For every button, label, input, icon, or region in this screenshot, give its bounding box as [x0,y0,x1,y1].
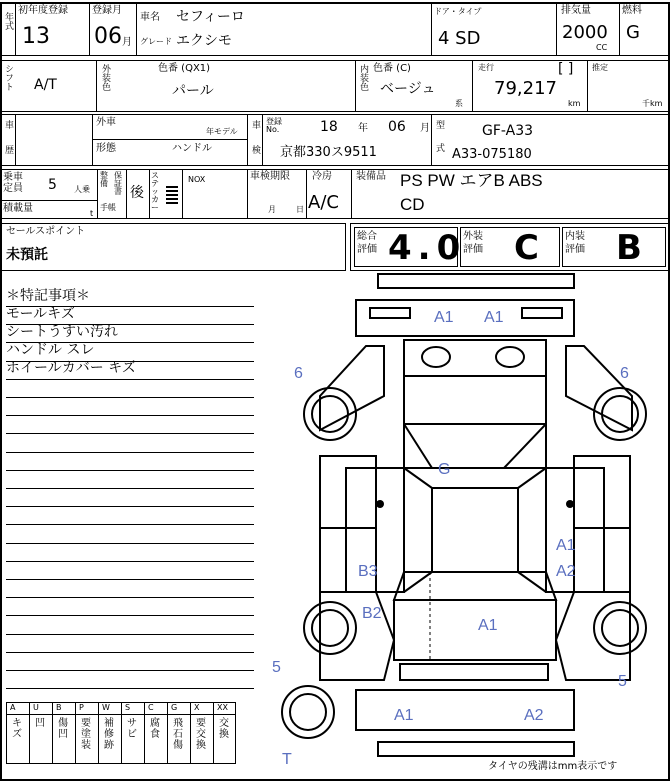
import-divider [92,139,248,140]
note-rule-line [6,342,254,343]
reg-year-label: 初年度登録 [18,5,68,16]
mark-front-a1-right: A1 [484,309,504,326]
tire-note: タイヤの残溝はmm表示です [488,761,618,772]
legend-column-divider [121,702,122,764]
wheel-rear-left-inner [312,610,348,646]
shift-label: シフト [3,64,13,91]
legend-meaning: 交換 [219,718,229,740]
mark-left-b2: B2 [362,605,382,622]
door-handle-right [566,500,574,508]
reg-month-label: 登録月 [92,5,122,16]
mark-roof-g: G [438,461,451,478]
note-rule-line [6,488,254,489]
exterior-grade-label: 外装評価 [463,231,483,255]
roof [432,488,518,572]
note-rule-line [6,543,254,544]
reg-year: 18 [320,119,338,135]
chassis-number: A33-075180 [452,147,532,162]
expiry-label: 車検期限 [250,171,290,182]
mark-front-a1-left: A1 [434,309,454,326]
sticker-label: ステッカー [151,171,159,212]
legend-code: S [125,703,131,712]
mark-trunk-a1: A1 [478,617,498,634]
reg-year-value: 13 [22,24,50,49]
headlight-right [496,347,524,367]
mark-rear-a1: A1 [394,707,414,724]
model-type-label: 型式 [434,120,444,166]
door-type-value: 4 SD [438,28,481,49]
note-rule-line [6,306,254,307]
rear-quarter-left [320,592,394,680]
plate-number: 京都330ス9511 [280,145,377,160]
legend-column-divider [144,702,145,764]
note-rule-line [6,634,254,635]
nox-label: NOX [188,175,206,184]
history-label: 車歴 [3,120,13,170]
door-handle-left [376,500,384,508]
reg-month-value: 06 [94,24,122,49]
roof-frame [404,468,546,592]
spare-wheel-inner [290,694,326,730]
legend-meaning: 傷凹 [58,718,68,740]
handle-label: ハンドル [172,143,212,154]
legend-column-divider [75,702,76,764]
trunk [394,600,556,660]
note-item: ハンドル スレ [6,342,95,358]
mark-wheel-fr: 6 [620,365,629,382]
note-rule-line [6,652,254,653]
fuel-label: 燃料 [622,5,642,16]
ext-code-label: 色番 (QX1) [158,63,211,74]
legend-meaning: キズ [12,718,22,740]
right-side-front [574,456,630,528]
registration-label: 登録No. [266,117,282,134]
reg-year-unit: 年 [358,123,368,134]
import-label: 外車 [96,117,116,128]
note-rule-line [6,324,254,325]
reg-month-unit2: 月 [420,123,430,134]
history-blank-cell [15,114,93,166]
legend-meaning: 凹 [35,718,45,729]
ac-value: A/C [308,192,339,213]
mark-left-b3: B3 [358,563,378,580]
legend-code: XX [217,703,228,712]
legend-meaning: 補修跡 [104,718,114,751]
note-rule-line [6,452,254,453]
grade-label: グレード [140,37,172,46]
note-rule-line [6,506,254,507]
ext-color-label: 外装色 [100,64,110,91]
displacement-unit: CC [596,43,608,52]
note-rule-line [6,524,254,525]
legend-meaning: 腐食 [150,718,160,740]
legend-code: C [148,703,154,712]
form-label: 形態 [96,143,116,154]
sales-value: 未預託 [6,247,48,263]
exterior-grade-value: C [514,228,539,268]
mileage-unit: km [568,99,581,108]
wheel-front-left-inner [312,396,348,432]
mark-right-a1: A1 [556,537,576,554]
note-rule-line [6,597,254,598]
note-item: シートうすい汚れ [6,324,118,340]
displacement-value: 2000 [562,22,608,43]
legend-code: G [171,703,178,712]
legend-column-divider [167,702,168,764]
front-grille-r [522,308,562,318]
note-rule-line [6,397,254,398]
int-color-suffix: 系 [455,99,463,108]
note-item: モールキズ [6,306,75,322]
inspection-label: 車検 [250,120,260,170]
mark-right-a2: A2 [556,563,576,580]
headlight-left [422,347,450,367]
grade-value: エクシモ [176,33,232,49]
note-rule-line [6,433,254,434]
sales-label: セールスポイント [6,226,86,237]
car-diagram [270,272,670,767]
note-rule-line [6,615,254,616]
load-unit: t [90,209,94,218]
mark-wheel-fl: 6 [294,365,303,382]
ac-label: 冷房 [312,171,332,182]
ext-color-cell [96,60,356,112]
int-color-label: 内装色 [358,64,368,91]
interior-grade-label: 内装評価 [565,231,585,255]
hood [404,376,546,468]
door-type-label: ドア・タイプ [434,7,482,16]
note-rule-line [6,470,254,471]
shift-value: A/T [34,77,57,93]
left-side-front [320,456,376,528]
capacity-value: 5 [48,177,57,193]
note-rule-line [6,415,254,416]
note-item: ホイールカバー キズ [6,360,136,376]
maint-label: 整備 [100,171,108,188]
legend-column-divider [29,702,30,764]
legend-code: B [56,703,62,712]
legend-column-divider [52,702,53,764]
legend-meaning: 飛石傷 [173,718,183,751]
int-code-label: 色番 (C) [373,63,411,74]
legend-code: A [10,703,16,712]
model-year-label: 年モデル [206,127,238,136]
equip-line2: CD [400,195,425,214]
right-side-rear [574,528,630,592]
capacity-label: 乗車定員 [3,172,23,194]
displacement-label: 排気量 [561,5,591,16]
mark-wheel-rl: 5 [272,659,281,676]
reg-month-unit: 月 [122,37,132,48]
mark-rear-a2: A2 [524,707,544,724]
overall-grade-label: 総合評価 [357,231,377,255]
ext-color-value: パール [172,83,214,99]
car-name-label: 車名 [140,12,160,23]
reg-month: 06 [388,119,406,135]
note-rule-line [6,579,254,580]
legend-column-divider [98,702,99,764]
rear-quarter-right [556,592,630,680]
note-rule-line [6,379,254,380]
year-side-label: 年式 [3,12,13,30]
capacity-unit: 人乗 [74,185,90,194]
legend-meaning: 要塗装 [81,718,91,751]
legend-column-divider [213,702,214,764]
notes-title: ＊特記事項＊ [6,288,90,304]
fuel-value: G [626,22,640,43]
note-rule-line [6,670,254,671]
expiry-day: 日 [296,205,304,214]
interior-grade-value: B [616,228,642,268]
wheel-rear-right-inner [602,610,638,646]
estimated-unit: 千km [642,99,663,108]
capacity-divider [0,200,98,201]
legend-code: P [79,703,84,712]
mileage-value: 79,217 [494,78,557,99]
legend-code: U [33,703,39,712]
rear-plate [378,742,574,756]
overall-grade-value: 4.0 [388,228,467,268]
load-label: 積載量 [3,203,33,214]
legend-meaning: 要交換 [196,718,206,751]
mileage-label: 走行 [478,63,494,72]
front-grille [370,308,410,318]
front-bumper-top [378,274,574,288]
legend-code: X [194,703,200,712]
expiry-month: 月 [268,205,276,214]
estimated-label: 推定 [592,63,608,72]
legend-column-divider [190,702,191,764]
legend-meaning: サビ [127,718,137,740]
legend-code: W [102,703,110,712]
mileage-bracket: [ ] [558,61,574,77]
note-rule-line [6,361,254,362]
int-color-value: ベージュ [380,81,436,97]
note-rule-line [6,561,254,562]
trunk-lid [394,572,556,600]
rear-lights [400,664,548,680]
manual-label: 手帳 [100,203,116,212]
guarantee-label: 保証書 [114,171,122,196]
mark-spare-t: T [282,751,292,768]
note-rule-line [6,688,254,689]
left-side-rear [320,528,376,592]
equip-line1: PS PW エアB ABS [400,171,543,190]
after-label: 後 [130,185,144,201]
model-code: GF-A33 [482,123,534,139]
car-name-value: セフィーロ [176,9,245,25]
mark-wheel-rr: 5 [618,673,627,690]
equip-label: 装備品 [356,171,386,182]
sticker-check-icon [166,184,178,204]
